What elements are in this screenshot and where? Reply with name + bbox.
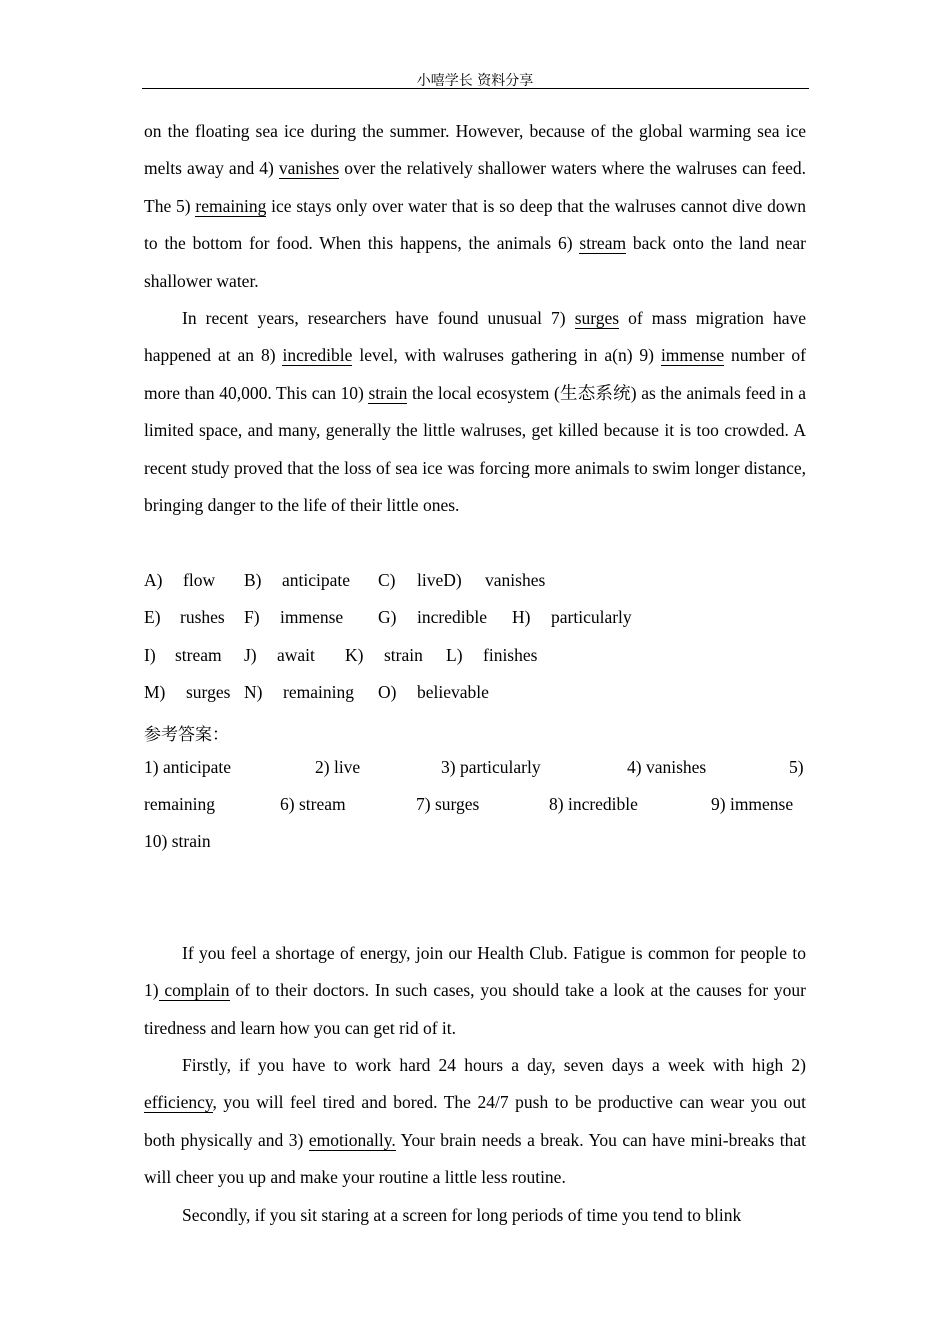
answer-item: 10) strain: [144, 831, 211, 851]
passage1-paragraph2: In recent years, researchers have found unusual 7) surges of mass migration have happened at an 8) incredible level, with walruses gathering in a(n) 9) immense number of more than 40,000. This can 10) strain the local ecosystem (生态系统) as the animals feed in a limited space, and many, generally the little walruses, get killed because it is too crowded. A recent study proved that the loss of sea ice was forcing more animals to swim longer distance, bringing danger to the life of their little ones.: [144, 308, 806, 516]
answer-item: 9) immense: [711, 794, 794, 814]
filled-blank-answer: immense: [660, 345, 725, 366]
option-word: flow: [183, 570, 216, 590]
option-letter: N): [244, 682, 263, 702]
passage2-paragraph1: If you feel a shortage of energy, join our Health Club. Fatigue is common for people to 1) complain of to their doctors. In such cases, you should take a look at the causes for your tiredness and learn how you can get rid of it.: [144, 943, 807, 1038]
option-word: remaining: [283, 682, 354, 702]
answer-item: 1) anticipate: [144, 757, 231, 777]
option-word: anticipate: [282, 570, 351, 590]
answer-item: remaining: [144, 794, 215, 814]
option-word: rushes: [180, 607, 225, 627]
passage1-paragraph1: on the floating sea ice during the summer. However, because of the global warming sea ice melts away and 4) vanishes over the relatively shallower waters where the walruses can feed. The 5) remaining ice stays only over water that is so deep that the walruses cannot dive down to the bottom for food. When this happens, the animals 6) stream back onto the land near shallower water.: [144, 121, 806, 291]
filled-blank-answer: complain: [158, 980, 230, 1001]
filled-blank-answer: remaining: [195, 195, 267, 216]
option-letter: B): [244, 570, 262, 590]
option-word: vanishes: [485, 570, 546, 590]
answer-item: 6) stream: [280, 794, 346, 814]
answer-item: 5): [789, 757, 804, 777]
option-word: finishes: [483, 645, 538, 665]
option-letter: A): [144, 570, 163, 590]
option-word: liveD): [417, 570, 462, 590]
option-letter: I): [144, 645, 156, 665]
answer-item: 3) particularly: [441, 757, 541, 777]
option-word: await: [277, 645, 315, 665]
option-letter: H): [512, 607, 531, 627]
answers-title: 参考答案：: [144, 725, 229, 745]
option-word: incredible: [417, 607, 487, 627]
passage2-paragraph3: Secondly, if you sit staring at a screen for long periods of time you tend to blink: [182, 1205, 742, 1225]
filled-blank-answer: stream: [579, 233, 627, 254]
option-letter: K): [345, 645, 364, 665]
filled-blank-answer: strain: [368, 382, 408, 403]
answer-item: 8) incredible: [549, 794, 638, 814]
option-letter: E): [144, 607, 161, 627]
filled-blank-answer: efficiency: [144, 1092, 213, 1113]
page-header: 小嘻学长 资料分享: [416, 73, 534, 89]
option-letter: G): [378, 607, 397, 627]
option-letter: M): [144, 682, 166, 702]
answers-row-3: [144, 831, 211, 852]
option-letter: J): [244, 645, 257, 665]
option-letter: L): [446, 645, 463, 665]
option-word: strain: [384, 645, 423, 665]
header-rule: [142, 88, 809, 89]
option-word: particularly: [551, 607, 632, 627]
passage2-paragraph2: Firstly, if you have to work hard 24 hours a day, seven days a week with high 2) efficiency, you will feel tired and bored. The 24/7 push to be productive can wear you out both physically and 3) emotionally. Your brain needs a break. You can have mini-breaks that will cheer you up and make your routine a little less routine.: [144, 1055, 806, 1188]
option-letter: C): [378, 570, 396, 590]
option-letter: O): [378, 682, 397, 702]
filled-blank-answer: emotionally.: [308, 1129, 396, 1150]
option-word: stream: [175, 645, 222, 665]
answer-item: 7) surges: [416, 794, 480, 814]
option-word: believable: [417, 682, 489, 702]
filled-blank-answer: surges: [574, 308, 620, 328]
option-letter: F): [244, 607, 260, 627]
answer-item: 4) vanishes: [627, 757, 707, 777]
option-word: immense: [280, 607, 344, 627]
answer-item: 2) live: [315, 757, 361, 777]
filled-blank-answer: vanishes: [278, 158, 340, 179]
option-word: surges: [186, 682, 231, 702]
filled-blank-answer: incredible: [282, 345, 353, 366]
